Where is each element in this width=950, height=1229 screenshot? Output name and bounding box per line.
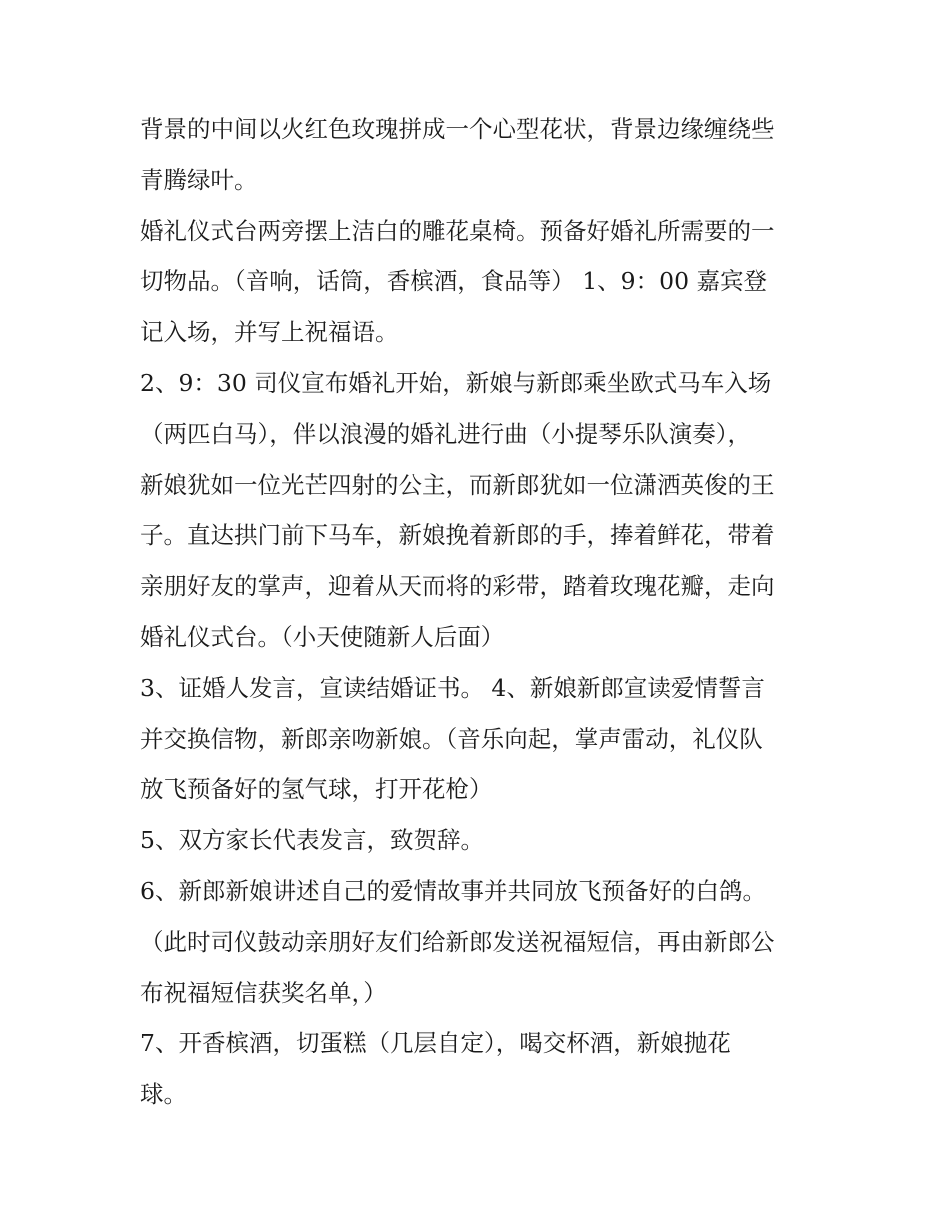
text-line: （两匹白马），伴以浪漫的婚礼进行曲（小提琴乐队演奏）， <box>140 419 751 448</box>
body-text <box>140 104 830 1120</box>
text-line: 3、证婚人发言，宣读结婚证书。 4、新娘新郎宣读爱情誓言 <box>140 673 765 702</box>
text-line: 球。 <box>140 1080 187 1109</box>
text-line: 6、新郎新娘讲述自己的爱情故事并共同放飞预备好的白鸽。 <box>140 876 766 905</box>
text-line: 背景的中间以火红色玫瑰拼成一个心型花状，背景边缘缠绕些 <box>140 115 775 143</box>
text-line: 布祝福短信获奖名单，） <box>140 978 387 1007</box>
text-line: 放飞预备好的氢气球，打开花枪） <box>140 775 493 804</box>
text-line: 7、开香槟酒，切蛋糕（几层自定），喝交杯酒，新娘抛花 <box>140 1029 731 1058</box>
text-line: 记入场，并写上祝福语。 <box>140 318 399 347</box>
text-line: 新娘犹如一位光芒四射的公主，而新郎犹如一位潇洒英俊的王 <box>140 470 775 499</box>
text-line: 2、9：30 司仪宣布婚礼开始，新娘与新郎乘坐欧式马车入场 <box>140 368 772 397</box>
text-line: 亲朋好友的掌声，迎着从天而将的彩带，踏着玫瑰花瓣，走向 <box>140 572 775 601</box>
text-line: 婚礼仪式台两旁摆上洁白的雕花桌椅。预备好婚礼所需要的一 <box>140 216 775 245</box>
text-line: 并交换信物，新郎亲吻新娘。（音乐向起，掌声雷动，礼仪队 <box>140 724 763 753</box>
text-line: （此时司仪鼓动亲朋好友们给新郎发送祝福短信，再由新郎公 <box>140 927 775 956</box>
text-line: 子。直达拱门前下马车，新娘挽着新郎的手，捧着鲜花，带着 <box>140 521 775 550</box>
text-line: 5、双方家长代表发言，致贺辞。 <box>140 826 484 855</box>
text-line: 青腾绿叶。 <box>140 165 258 194</box>
text-line: 婚礼仪式台。（小天使随新人后面） <box>140 622 505 651</box>
text-line: 切物品。（音响，话筒，香槟酒，食品等） 1、9：00 嘉宾登 <box>140 267 767 296</box>
